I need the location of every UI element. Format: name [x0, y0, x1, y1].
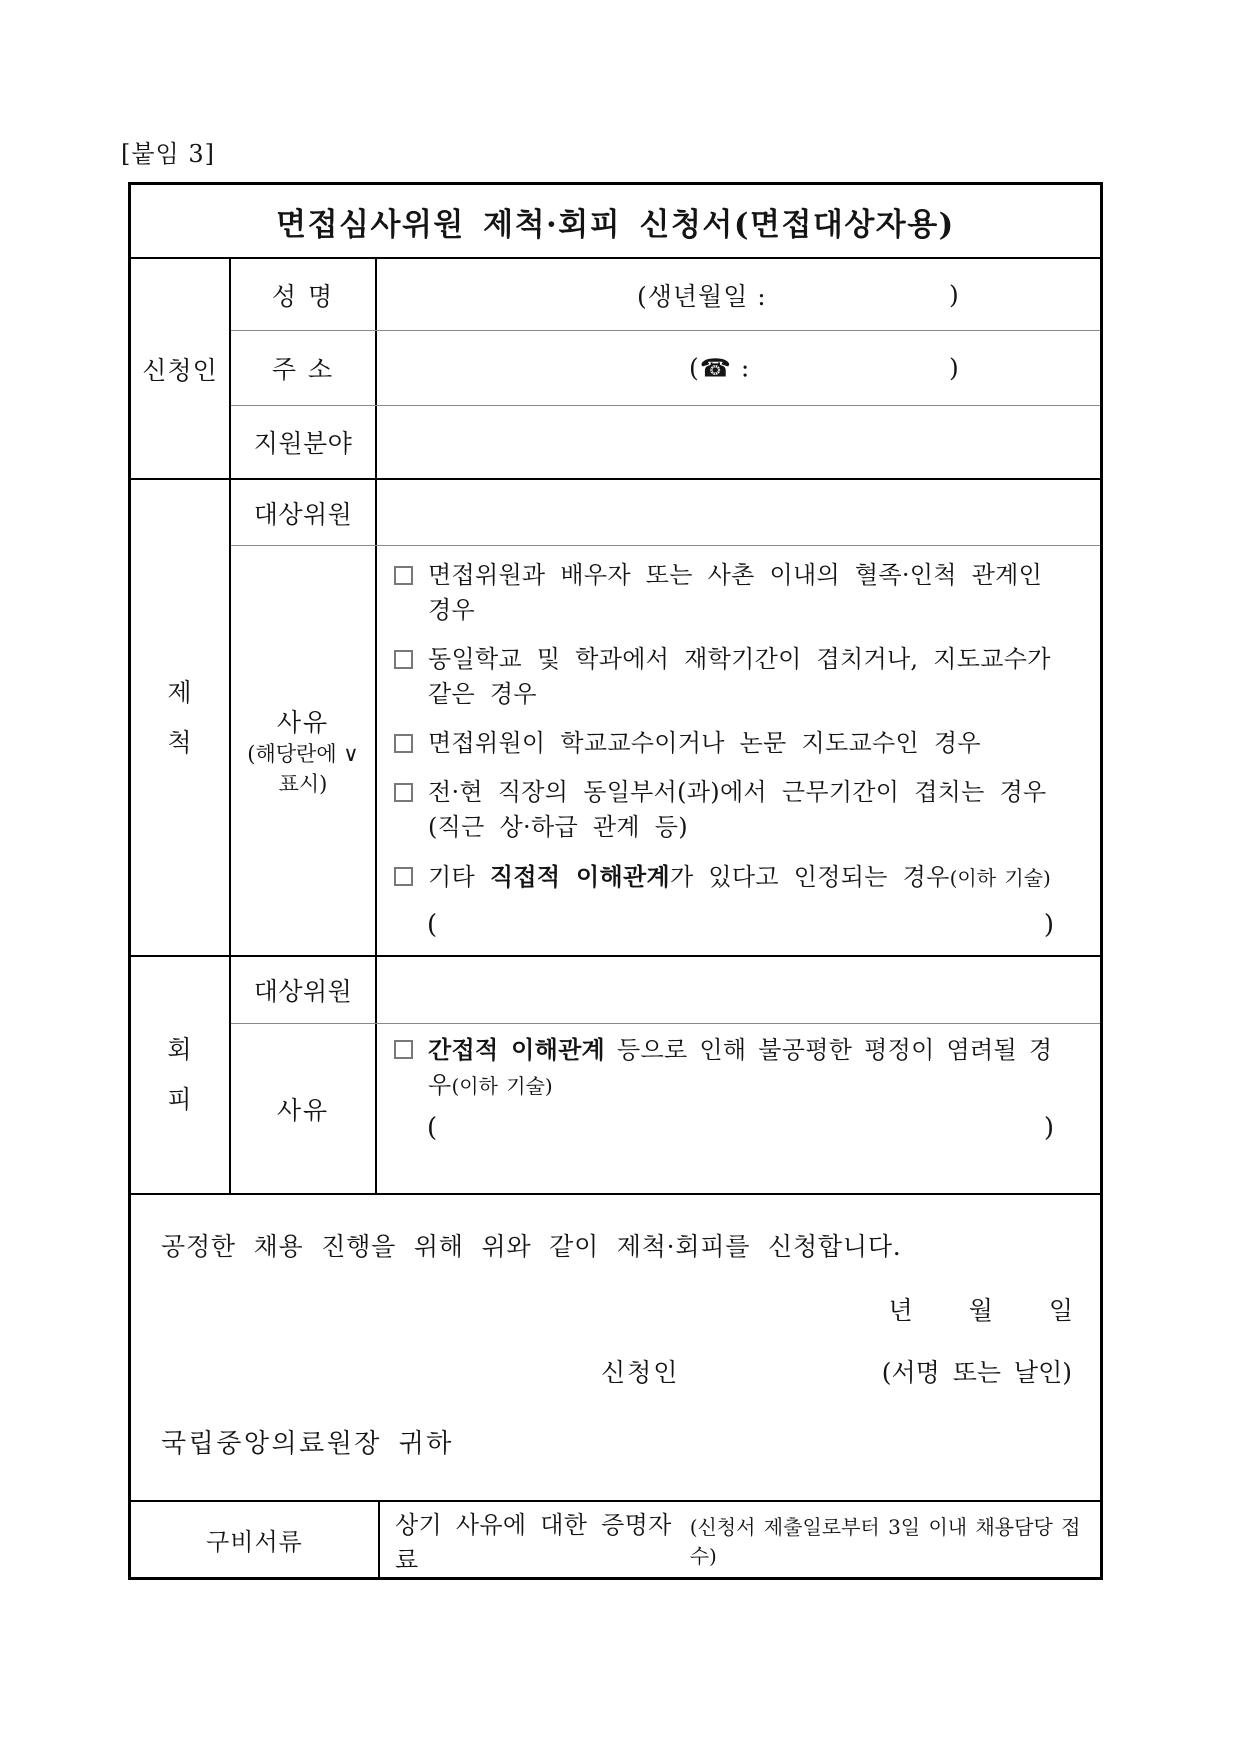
day-label: 일 — [1048, 1296, 1073, 1325]
apply-field-label: 지원분야 — [231, 406, 377, 478]
recusal-target-row — [231, 957, 1100, 1023]
exclusion-detail-writein[interactable]: ( ) — [427, 910, 1054, 940]
declaration-statement: 공정한 채용 진행을 위해 위와 같이 제척·회피를 신청합니다. — [161, 1232, 902, 1261]
recusal-section — [131, 955, 1100, 1193]
checkbox-icon[interactable] — [394, 566, 413, 585]
recusal-target-value-cell[interactable] — [377, 957, 1100, 1023]
signature-note: (서명 또는 날인) — [881, 1358, 1072, 1387]
exclusion-reason-row — [231, 545, 1100, 955]
checkbox-icon[interactable] — [394, 867, 413, 886]
required-documents-row — [131, 1500, 1100, 1577]
signature-applicant-label: 신청인 — [601, 1358, 680, 1387]
application-form-table — [128, 182, 1103, 1580]
exclusion-reason-item-5: 기타 직접적 이해관계가 있다고 인정되는 경우(이하 기술) — [391, 859, 1054, 896]
required-documents-value: 상기 사유에 대한 증명자료 (신청서 제출일로부터 3일 이내 채용담당 접수) — [395, 1510, 1081, 1574]
form-title: 면접심사위원 제척·회피 신청서(면접대상자용) — [131, 185, 1100, 259]
apply-field-value-cell[interactable] — [377, 406, 1100, 478]
checkbox-icon[interactable] — [394, 783, 413, 802]
checkbox-icon[interactable] — [394, 650, 413, 669]
recusal-reason-row — [231, 1023, 1100, 1193]
address-row — [231, 330, 1100, 405]
close-paren: ) — [949, 353, 960, 383]
date-line — [889, 1291, 1073, 1327]
checkbox-icon[interactable] — [394, 734, 413, 753]
phone-icon: (☎ : — [689, 353, 751, 383]
exclusion-reason-item-2: 동일학교 및 학과에서 재학기간이 겹치거나, 지도교수가 같은 경우 — [391, 642, 1054, 712]
birthdate-note: (생년월일 : — [637, 281, 767, 311]
exclusion-reason-item-3: 면접위원이 학교교수이거나 논문 지도교수인 경우 — [391, 726, 1054, 761]
exclusion-section-label: 제 척 — [131, 480, 231, 955]
attachment-label: [붙임 3] — [121, 140, 215, 168]
exclusion-section — [131, 478, 1100, 955]
exclusion-reason-label: 사유 (해당란에 ∨ 표시) — [231, 546, 377, 955]
name-label: 성 명 — [231, 259, 377, 330]
field-row — [231, 405, 1100, 478]
year-label: 년 — [888, 1296, 913, 1325]
recipient-line: 국립중앙의료원장 귀하 — [161, 1429, 454, 1459]
recusal-reason-label: 사유 — [231, 1024, 377, 1193]
exclusion-target-row — [231, 480, 1100, 545]
exclusion-reason-item-1: 면접위원과 배우자 또는 사촌 이내의 혈족·인척 관계인 경우 — [391, 558, 1054, 628]
close-paren: ) — [949, 280, 960, 309]
recusal-target-label: 대상위원 — [231, 957, 377, 1023]
exclusion-reasons-cell — [377, 546, 1100, 955]
month-label: 월 — [968, 1296, 993, 1325]
name-value-cell[interactable] — [377, 259, 1100, 330]
exclusion-reason-item-4: 전·현 직장의 동일부서(과)에서 근무기간이 겹치는 경우 (직근 상·하급 관계 등) — [391, 775, 1054, 845]
required-documents-label: 구비서류 — [131, 1502, 380, 1577]
applicant-section — [131, 259, 1100, 478]
recusal-reasons-cell — [377, 1024, 1100, 1193]
recusal-section-label: 회 피 — [131, 957, 231, 1193]
recusal-detail-writein[interactable]: ( ) — [427, 1113, 1054, 1143]
exclusion-target-value-cell[interactable] — [377, 480, 1100, 545]
exclusion-target-label: 대상위원 — [231, 480, 377, 545]
checkbox-icon[interactable] — [394, 1040, 413, 1059]
applicant-section-label: 신청인 — [131, 259, 231, 478]
address-value-cell[interactable] — [377, 331, 1100, 405]
name-row — [231, 259, 1100, 330]
recusal-reason-item-1: 간접적 이해관계 등으로 인해 불공평한 평정이 염려될 경우(이하 기술) — [391, 1032, 1054, 1104]
address-label: 주 소 — [231, 331, 377, 405]
declaration-section — [131, 1193, 1100, 1500]
